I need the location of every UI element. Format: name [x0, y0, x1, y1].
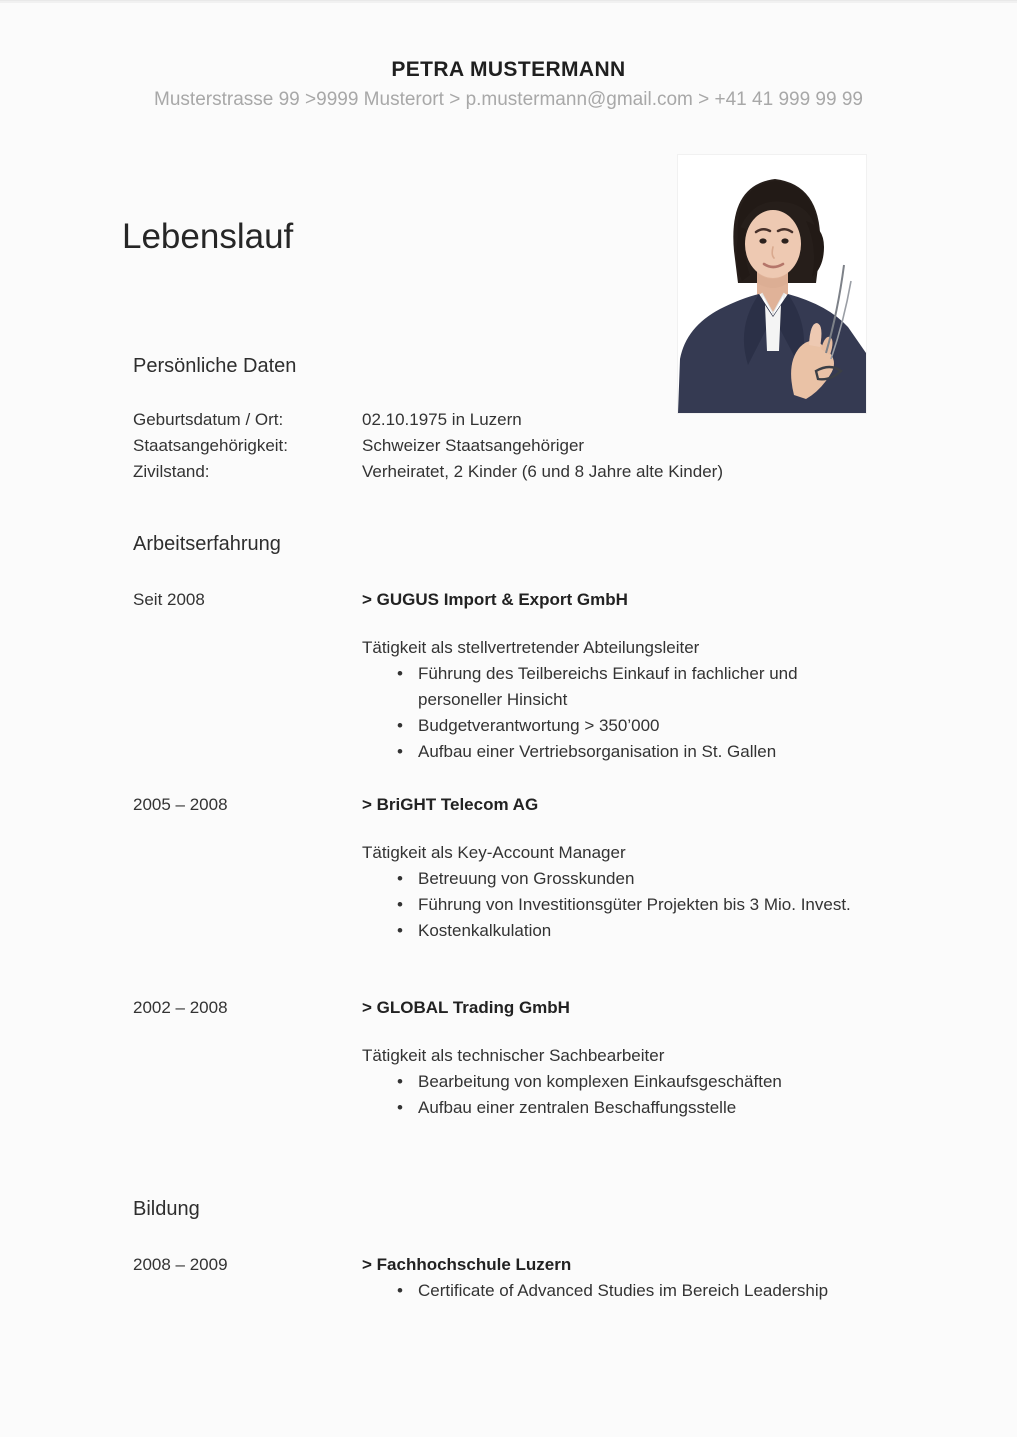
document-title: Lebenslauf — [122, 217, 294, 256]
job-bullet — [362, 866, 858, 892]
education-period: 2008 – 2009 — [133, 1255, 228, 1274]
personal-label: Zivilstand: — [133, 462, 210, 481]
job-entry — [133, 587, 913, 765]
bullet-icon: • — [397, 742, 403, 761]
bullet-icon: • — [397, 869, 403, 888]
job-bullet-text: Kostenkalkulation — [418, 921, 552, 940]
job-entry — [133, 792, 913, 944]
job-company: > BriGHT Telecom AG — [362, 795, 539, 814]
bullet-icon: • — [397, 921, 403, 940]
bullet-icon: • — [397, 664, 403, 683]
page-top-edge — [0, 0, 1017, 3]
job-bullet — [362, 918, 858, 944]
education-bullet-list — [362, 1278, 858, 1304]
education-school: > Fachhochschule Luzern — [362, 1255, 572, 1274]
job-bullet — [362, 661, 858, 713]
job-bullet-text: Bearbeitung von komplexen Einkaufsgeschäften — [418, 1072, 782, 1091]
job-role: Tätigkeit als Key-Account Manager — [362, 843, 626, 862]
personal-value: Verheiratet, 2 Kinder (6 und 8 Jahre alte Kinder) — [362, 462, 723, 481]
job-bullet — [362, 1095, 858, 1121]
bullet-icon: • — [397, 895, 403, 914]
personal-row — [133, 407, 833, 433]
job-company: > GUGUS Import & Export GmbH — [362, 590, 628, 609]
portrait-photo — [678, 155, 866, 413]
header-contact-line: Musterstrasse 99 >9999 Musterort > p.mustermann@gmail.com > +41 41 999 99 99 — [154, 89, 863, 110]
bullet-icon: • — [397, 1281, 403, 1300]
personal-value: 02.10.1975 in Luzern — [362, 410, 522, 429]
job-entry — [133, 995, 913, 1121]
job-bullet-list — [362, 866, 858, 944]
job-period: Seit 2008 — [133, 590, 205, 609]
job-bullet — [362, 739, 858, 765]
job-bullet-text: Aufbau einer zentralen Beschaffungsstelle — [418, 1098, 737, 1117]
section-heading-education: Bildung — [133, 1198, 200, 1220]
job-bullet — [362, 1069, 858, 1095]
job-bullet — [362, 713, 858, 739]
bullet-icon: • — [397, 716, 403, 735]
personal-label: Staatsangehörigkeit: — [133, 436, 288, 455]
job-role: Tätigkeit als technischer Sachbearbeiter — [362, 1046, 665, 1065]
job-bullet-list — [362, 661, 858, 765]
education-bullet-text: Certificate of Advanced Studies im Bereich Leadership — [418, 1281, 829, 1300]
job-bullet-text: Budgetverantwortung > 350’000 — [418, 716, 660, 735]
job-period: 2005 – 2008 — [133, 795, 228, 814]
bullet-icon: • — [397, 1098, 403, 1117]
portrait-photo-illustration — [678, 155, 866, 413]
personal-row — [133, 459, 833, 485]
personal-value: Schweizer Staatsangehöriger — [362, 436, 585, 455]
job-bullet-list — [362, 1069, 858, 1121]
job-bullet-text: Führung von Investitionsgüter Projekten bis 3 Mio. Invest. — [418, 895, 851, 914]
job-bullet-text: Führung des Teilbereichs Einkauf in fachlicher und personeller Hinsicht — [418, 664, 798, 709]
job-bullet-text: Aufbau einer Vertriebsorganisation in St. Gallen — [418, 742, 777, 761]
job-period: 2002 – 2008 — [133, 998, 228, 1017]
personal-data-table — [133, 407, 833, 485]
section-heading-personal: Persönliche Daten — [133, 355, 297, 377]
job-role: Tätigkeit als stellvertretender Abteilungsleiter — [362, 638, 700, 657]
education-entry — [133, 1252, 913, 1304]
header-name: PETRA MUSTERMANN — [391, 58, 626, 81]
job-company: > GLOBAL Trading GmbH — [362, 998, 570, 1017]
education-bullet — [362, 1278, 858, 1304]
job-bullet — [362, 892, 858, 918]
personal-row — [133, 433, 833, 459]
personal-label: Geburtsdatum / Ort: — [133, 410, 284, 429]
job-bullet-text: Betreuung von Grosskunden — [418, 869, 635, 888]
bullet-icon: • — [397, 1072, 403, 1091]
section-heading-experience: Arbeitserfahrung — [133, 533, 281, 555]
